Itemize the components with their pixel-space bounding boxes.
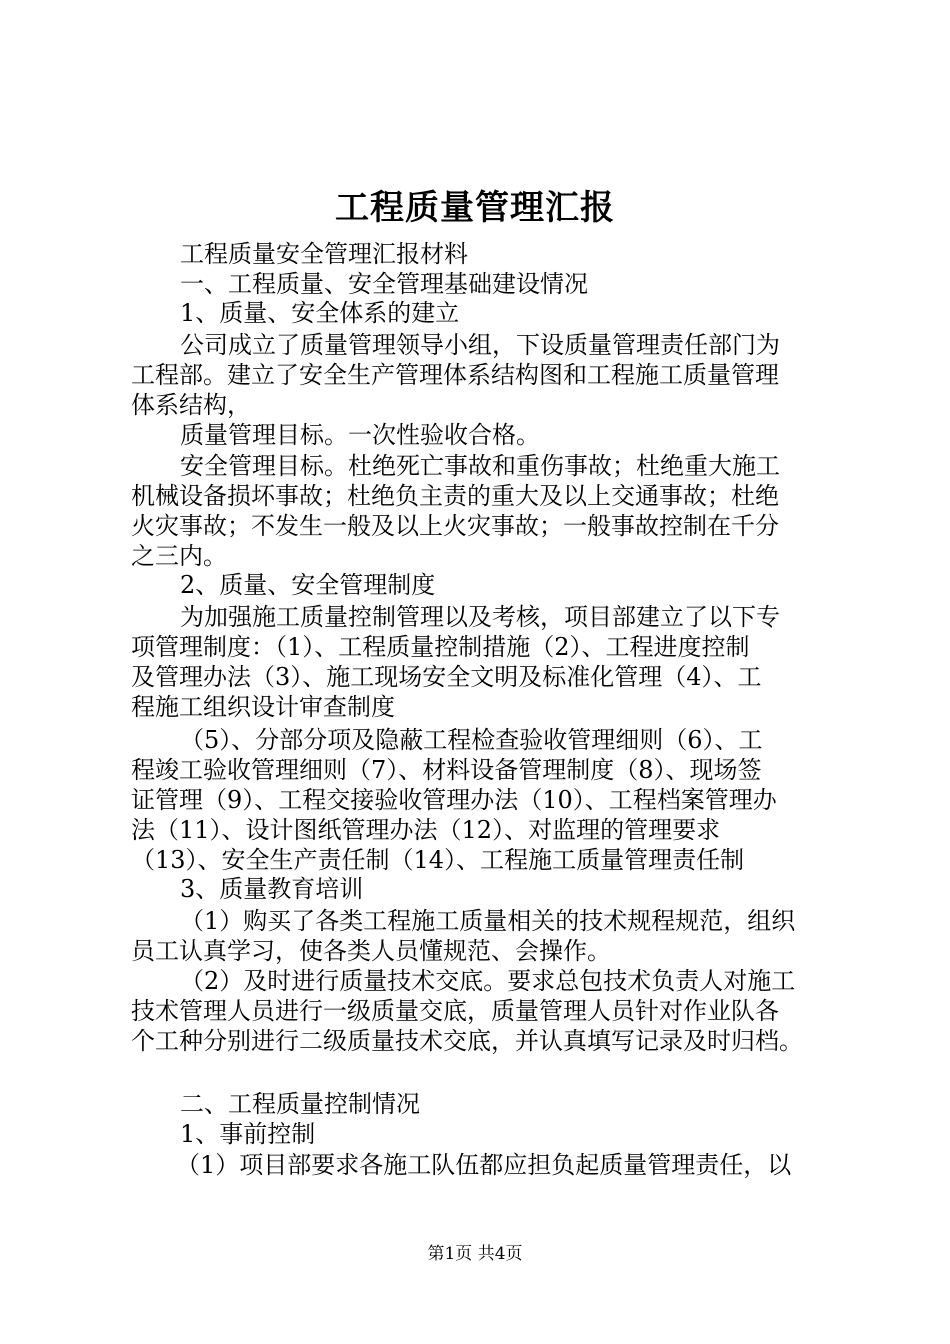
- body-line: （2）及时进行质量技术交底。要求总包技术负责人对施工: [180, 967, 796, 995]
- subsection-heading: 2、质量、安全管理制度: [180, 571, 436, 599]
- body-line: 个工种分别进行二级质量技术交底，并认真填写记录及时归档。: [131, 1027, 803, 1055]
- body-line: 质量管理目标。一次性验收合格。: [180, 421, 540, 449]
- section-heading: 二、工程质量控制情况: [180, 1090, 420, 1118]
- subsection-heading: 1、质量、安全体系的建立: [180, 299, 460, 327]
- body-line: （13）、安全生产责任制（14）、工程施工质量管理责任制: [131, 846, 745, 874]
- subsection-heading: 3、质量教育培训: [180, 875, 364, 903]
- body-line: 体系结构，: [131, 391, 251, 419]
- body-line: 技术管理人员进行一级质量交底，质量管理人员针对作业队各: [131, 997, 779, 1025]
- body-line: （1）购买了各类工程施工质量相关的技术规程规范，组织: [180, 907, 796, 935]
- subsection-heading: 1、事前控制: [180, 1120, 316, 1148]
- body-line: 公司成立了质量管理领导小组，下设质量管理责任部门为: [180, 331, 780, 359]
- body-line: 法（11）、设计图纸管理办法（12）、对监理的管理要求: [131, 816, 721, 844]
- body-line: 火灾事故；不发生一般及以上火灾事故；一般事故控制在千分: [131, 512, 779, 540]
- body-line: 为加强施工质量控制管理以及考核，项目部建立了以下专: [180, 603, 780, 631]
- body-line: （5）、分部分项及隐蔽工程检查验收管理细则（6）、工: [180, 726, 763, 754]
- body-line: 程竣工验收管理细则（7）、材料设备管理制度（8）、现场签: [131, 756, 762, 784]
- body-line: 工程质量安全管理汇报材料: [180, 240, 468, 268]
- page-footer: 第1页 共4页: [427, 1244, 523, 1264]
- body-line: 证管理（9）、工程交接验收管理办法（10）、工程档案管理办: [131, 786, 777, 814]
- page-title: 工程质量管理汇报: [335, 188, 615, 228]
- body-line: 项管理制度：（1）、工程质量控制措施（2）、工程进度控制: [131, 633, 750, 661]
- body-line: 及管理办法（3）、施工现场安全文明及标准化管理（4）、工: [131, 663, 762, 691]
- body-line: 工程部。建立了安全生产管理体系结构图和工程施工质量管理: [131, 361, 779, 389]
- body-line: （1）项目部要求各施工队伍都应担负起质量管理责任，以: [176, 1151, 792, 1179]
- body-line: 之三内。: [131, 542, 227, 570]
- body-line: 机械设备损坏事故；杜绝负主责的重大及以上交通事故；杜绝: [131, 482, 779, 510]
- section-heading: 一、工程质量、安全管理基础建设情况: [180, 270, 588, 298]
- body-line: 员工认真学习，使各类人员懂规范、会操作。: [131, 937, 611, 965]
- body-line: 程施工组织设计审查制度: [131, 693, 395, 721]
- body-line: 安全管理目标。杜绝死亡事故和重伤事故；杜绝重大施工: [180, 452, 780, 480]
